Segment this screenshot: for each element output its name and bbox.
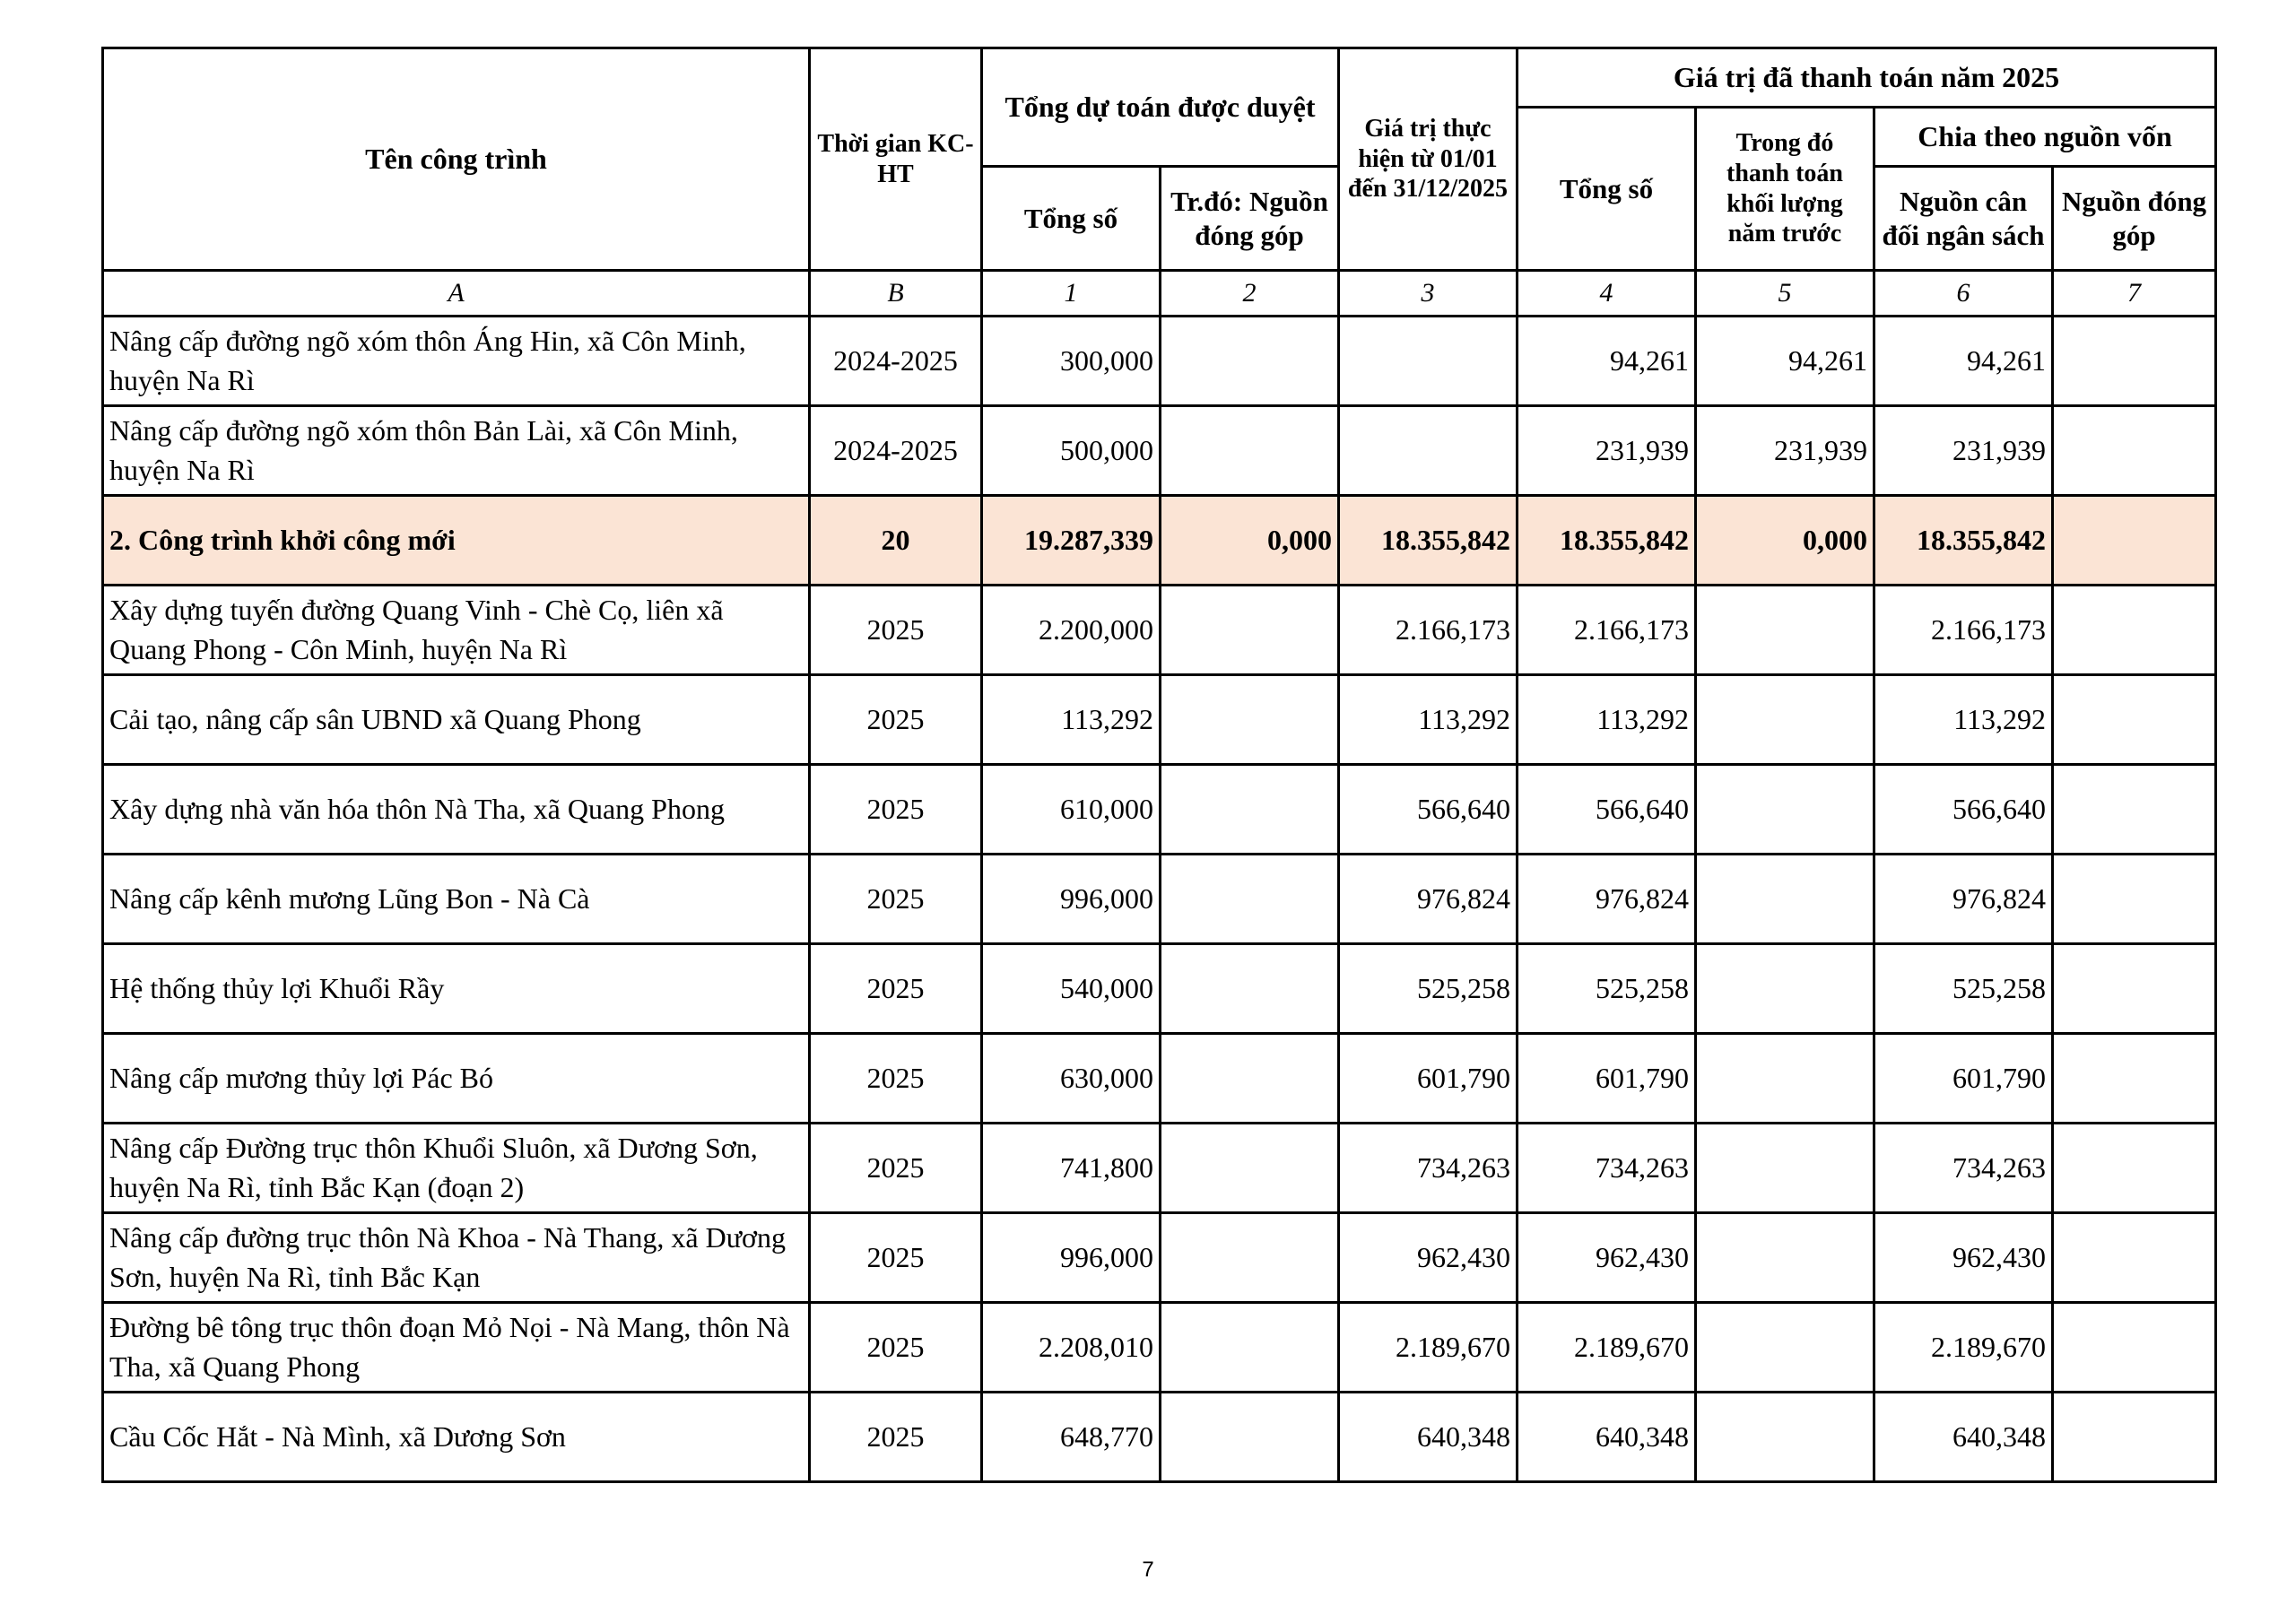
table-row: [103, 1213, 2216, 1303]
paid-previous-year: [1696, 1124, 1874, 1213]
paid-budget-source: 734,263: [1874, 1124, 2053, 1213]
paid-contribution-source: [2053, 317, 2216, 406]
project-time: 2025: [810, 1124, 982, 1213]
index-cell: B: [810, 271, 982, 317]
paid-total: 2.189,670: [1518, 1303, 1696, 1393]
estimate-contribution: 0,000: [1161, 496, 1339, 586]
total-estimate: 648,770: [982, 1393, 1161, 1482]
header-tong-du-toan: Tổng dự toán được duyệt: [982, 48, 1339, 167]
total-estimate: 300,000: [982, 317, 1161, 406]
paid-budget-source: 640,348: [1874, 1393, 2053, 1482]
index-cell: 4: [1518, 271, 1696, 317]
total-estimate: 610,000: [982, 765, 1161, 855]
executed-value: 640,348: [1339, 1393, 1518, 1482]
executed-value: 18.355,842: [1339, 496, 1518, 586]
paid-contribution-source: [2053, 496, 2216, 586]
project-time: 2025: [810, 1303, 982, 1393]
total-estimate: 2.208,010: [982, 1303, 1161, 1393]
index-cell: 2: [1161, 271, 1339, 317]
executed-value: 2.189,670: [1339, 1303, 1518, 1393]
paid-contribution-source: [2053, 765, 2216, 855]
executed-value: 962,430: [1339, 1213, 1518, 1303]
table-row: [103, 944, 2216, 1034]
table-row: [103, 317, 2216, 406]
estimate-contribution: [1161, 855, 1339, 944]
paid-previous-year: [1696, 765, 1874, 855]
index-cell: A: [103, 271, 810, 317]
project-name: Nâng cấp Đường trục thôn Khuổi Sluôn, xã Dương Sơn, huyện Na Rì, tỉnh Bắc Kạn (đoạn 2): [103, 1124, 810, 1213]
paid-budget-source: 976,824: [1874, 855, 2053, 944]
index-cell: 3: [1339, 271, 1518, 317]
header-thoi-gian: Thời gian KC-HT: [810, 48, 982, 271]
project-name: Nâng cấp đường ngõ xóm thôn Áng Hin, xã Côn Minh, huyện Na Rì: [103, 317, 810, 406]
project-time: 2025: [810, 855, 982, 944]
paid-contribution-source: [2053, 1034, 2216, 1124]
header-nguon-dong-gop: Nguồn đóng góp: [2053, 167, 2216, 271]
paid-contribution-source: [2053, 1124, 2216, 1213]
paid-contribution-source: [2053, 1303, 2216, 1393]
project-name: Cải tạo, nâng cấp sân UBND xã Quang Phong: [103, 675, 810, 765]
total-estimate: 996,000: [982, 1213, 1161, 1303]
paid-total: 231,939: [1518, 406, 1696, 496]
paid-total: 94,261: [1518, 317, 1696, 406]
paid-contribution-source: [2053, 406, 2216, 496]
header-trong-do-nam-truoc: Trong đó thanh toán khối lượng năm trước: [1696, 108, 1874, 271]
paid-previous-year: [1696, 675, 1874, 765]
table-row: [103, 675, 2216, 765]
paid-total: 640,348: [1518, 1393, 1696, 1482]
paid-contribution-source: [2053, 855, 2216, 944]
executed-value: 525,258: [1339, 944, 1518, 1034]
total-estimate: 540,000: [982, 944, 1161, 1034]
executed-value: 113,292: [1339, 675, 1518, 765]
paid-total: 734,263: [1518, 1124, 1696, 1213]
paid-contribution-source: [2053, 1393, 2216, 1482]
group-count: 20: [810, 496, 982, 586]
total-estimate: 2.200,000: [982, 586, 1161, 675]
paid-total: 601,790: [1518, 1034, 1696, 1124]
paid-total: 976,824: [1518, 855, 1696, 944]
executed-value: 976,824: [1339, 855, 1518, 944]
estimate-contribution: [1161, 675, 1339, 765]
paid-budget-source: 566,640: [1874, 765, 2053, 855]
budget-table: [101, 47, 2217, 1483]
executed-value: 601,790: [1339, 1034, 1518, 1124]
header-tong-so: Tổng số: [982, 167, 1161, 271]
project-name: Cầu Cốc Hắt - Nà Mình, xã Dương Sơn: [103, 1393, 810, 1482]
paid-previous-year: 0,000: [1696, 496, 1874, 586]
paid-previous-year: [1696, 944, 1874, 1034]
paid-total: 525,258: [1518, 944, 1696, 1034]
index-cell: 7: [2053, 271, 2216, 317]
estimate-contribution: [1161, 1213, 1339, 1303]
table-row: [103, 1124, 2216, 1213]
paid-contribution-source: [2053, 586, 2216, 675]
index-cell: 6: [1874, 271, 2053, 317]
paid-previous-year: [1696, 586, 1874, 675]
estimate-contribution: [1161, 1124, 1339, 1213]
index-cell: 5: [1696, 271, 1874, 317]
total-estimate: 630,000: [982, 1034, 1161, 1124]
paid-previous-year: 94,261: [1696, 317, 1874, 406]
table-row: [103, 1393, 2216, 1482]
project-name: Hệ thống thủy lợi Khuổi Rầy: [103, 944, 810, 1034]
project-time: 2024-2025: [810, 406, 982, 496]
estimate-contribution: [1161, 765, 1339, 855]
estimate-contribution: [1161, 1393, 1339, 1482]
header-gia-tri-thuc-hien: Giá trị thực hiện từ 01/01 đến 31/12/2025: [1339, 48, 1518, 271]
table-row: [103, 1303, 2216, 1393]
header-tr-do-nguon-dong-gop: Tr.đó: Nguồn đóng góp: [1161, 167, 1339, 271]
paid-budget-source: 601,790: [1874, 1034, 2053, 1124]
paid-budget-source: 2.166,173: [1874, 586, 2053, 675]
estimate-contribution: [1161, 317, 1339, 406]
total-estimate: 500,000: [982, 406, 1161, 496]
paid-total: 962,430: [1518, 1213, 1696, 1303]
paid-contribution-source: [2053, 675, 2216, 765]
header-ten-cong-trinh: Tên công trình: [103, 48, 810, 271]
total-estimate: 741,800: [982, 1124, 1161, 1213]
table-row: [103, 1034, 2216, 1124]
paid-budget-source: 18.355,842: [1874, 496, 2053, 586]
total-estimate: 996,000: [982, 855, 1161, 944]
index-cell: 1: [982, 271, 1161, 317]
estimate-contribution: [1161, 1303, 1339, 1393]
total-estimate: 113,292: [982, 675, 1161, 765]
paid-previous-year: [1696, 855, 1874, 944]
paid-total: 18.355,842: [1518, 496, 1696, 586]
group-name: 2. Công trình khởi công mới: [103, 496, 810, 586]
project-name: Xây dựng nhà văn hóa thôn Nà Tha, xã Quang Phong: [103, 765, 810, 855]
table-row: [103, 406, 2216, 496]
paid-total: 113,292: [1518, 675, 1696, 765]
page-number: 7: [1142, 1558, 1154, 1582]
column-index-row: [103, 271, 2216, 317]
header-chia-theo-nguon-von: Chia theo nguồn vốn: [1874, 108, 2216, 167]
project-name: Nâng cấp đường ngõ xóm thôn Bản Lài, xã Côn Minh, huyện Na Rì: [103, 406, 810, 496]
table-row: [103, 765, 2216, 855]
paid-budget-source: 525,258: [1874, 944, 2053, 1034]
table-row: [103, 586, 2216, 675]
header-gia-tri-da-thanh-toan: Giá trị đã thanh toán năm 2025: [1518, 48, 2216, 108]
paid-budget-source: 113,292: [1874, 675, 2053, 765]
paid-budget-source: 231,939: [1874, 406, 2053, 496]
paid-budget-source: 94,261: [1874, 317, 2053, 406]
project-time: 2025: [810, 944, 982, 1034]
paid-previous-year: 231,939: [1696, 406, 1874, 496]
project-time: 2025: [810, 1213, 982, 1303]
project-time: 2025: [810, 586, 982, 675]
project-name: Nâng cấp đường trục thôn Nà Khoa - Nà Thang, xã Dương Sơn, huyện Na Rì, tỉnh Bắc Kạn: [103, 1213, 810, 1303]
header-nguon-can-doi: Nguồn cân đối ngân sách: [1874, 167, 2053, 271]
executed-value: [1339, 406, 1518, 496]
project-time: 2025: [810, 765, 982, 855]
project-time: 2025: [810, 1034, 982, 1124]
executed-value: [1339, 317, 1518, 406]
estimate-contribution: [1161, 586, 1339, 675]
paid-total: 2.166,173: [1518, 586, 1696, 675]
table-row: [103, 855, 2216, 944]
paid-previous-year: [1696, 1393, 1874, 1482]
paid-budget-source: 2.189,670: [1874, 1303, 2053, 1393]
paid-contribution-source: [2053, 1213, 2216, 1303]
paid-previous-year: [1696, 1213, 1874, 1303]
project-time: 2025: [810, 675, 982, 765]
paid-total: 566,640: [1518, 765, 1696, 855]
paid-budget-source: 962,430: [1874, 1213, 2053, 1303]
total-estimate: 19.287,339: [982, 496, 1161, 586]
estimate-contribution: [1161, 944, 1339, 1034]
project-name: Nâng cấp kênh mương Lũng Bon - Nà Cà: [103, 855, 810, 944]
project-time: 2025: [810, 1393, 982, 1482]
paid-previous-year: [1696, 1034, 1874, 1124]
executed-value: 2.166,173: [1339, 586, 1518, 675]
executed-value: 566,640: [1339, 765, 1518, 855]
project-time: 2024-2025: [810, 317, 982, 406]
estimate-contribution: [1161, 1034, 1339, 1124]
estimate-contribution: [1161, 406, 1339, 496]
header-tong-so-thanh-toan: Tổng số: [1518, 108, 1696, 271]
executed-value: 734,263: [1339, 1124, 1518, 1213]
project-name: Nâng cấp mương thủy lợi Pác Bó: [103, 1034, 810, 1124]
project-name: Đường bê tông trục thôn đoạn Mỏ Nọi - Nà Mang, thôn Nà Tha, xã Quang Phong: [103, 1303, 810, 1393]
paid-contribution-source: [2053, 944, 2216, 1034]
project-name: Xây dựng tuyến đường Quang Vinh - Chè Cọ, liên xã Quang Phong - Côn Minh, huyện Na Rì: [103, 586, 810, 675]
paid-previous-year: [1696, 1303, 1874, 1393]
group-row: [103, 496, 2216, 586]
